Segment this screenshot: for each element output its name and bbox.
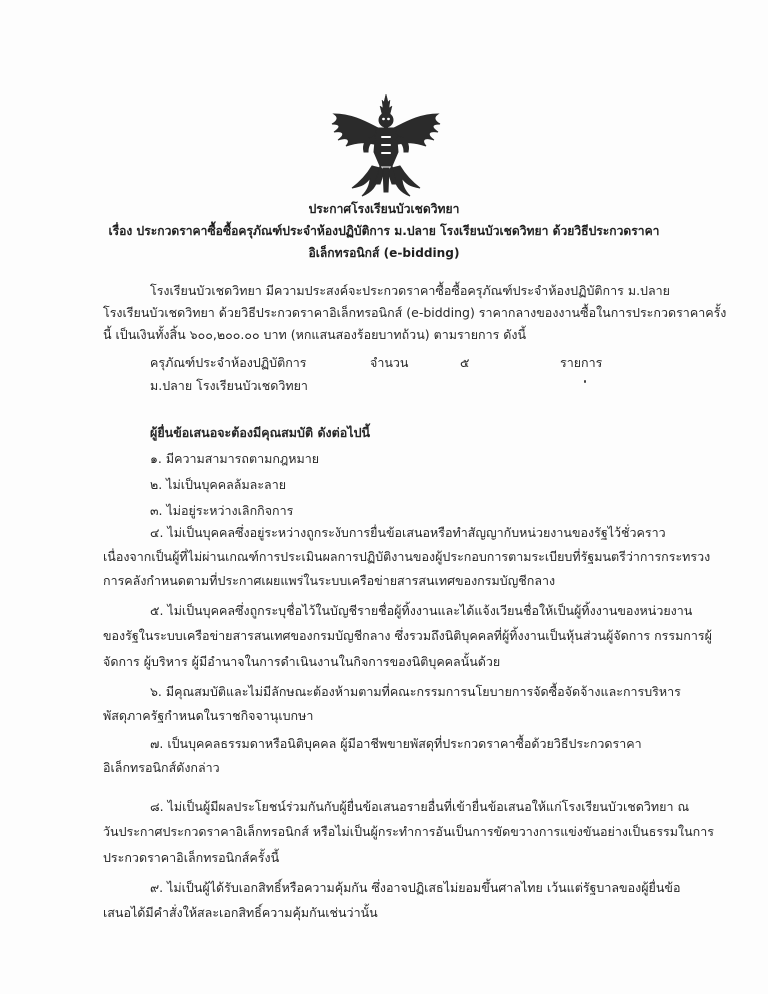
- qualification-7-line2: อิเล็กทรอนิกส์ดังกล่าว: [103, 760, 220, 775]
- qualification-7-line1: ๗. เป็นบุคคลธรรมดาหรือนิติบุคคล ผู้มีอาชีพขายพัสดุที่ประกวดราคาซื้อด้วยวิธีประกวดราคา: [150, 736, 642, 751]
- qualification-4-line1: ๔. ไม่เป็นบุคคลซึ่งอยู่ระหว่างถูกระงับการยื่นข้อเสนอหรือทำสัญญากับหน่วยงานของรัฐไว้ชั่วคราว: [150, 525, 666, 540]
- qualification-5-line1: ๕. ไม่เป็นบุคคลซึ่งถูกระบุชื่อไว้ในบัญชีรายชื่อผู้ทิ้งงานและได้แจ้งเวียนชื่อให้เป็นผู้ทิ้งงานของหน่วยงาน: [150, 603, 693, 618]
- qualification-4-line3: การคลังกำหนดตามที่ประกาศเผยแพร่ในระบบเครือข่ายสารสนเทศของกรมบัญชีกลาง: [103, 573, 556, 588]
- item-name-line2: ม.ปลาย โรงเรียนบัวเชดวิทยา: [150, 378, 308, 393]
- item-name-line1: ครุภัณฑ์ประจำห้องปฏิบัติการ: [150, 355, 307, 370]
- intro-line-1: โรงเรียนบัวเชดวิทยา มีความประสงค์จะประกวดราคาซื้อซื้อครุภัณฑ์ประจำห้องปฏิบัติการ ม.ปลาย: [150, 283, 670, 298]
- qualifications-heading: ผู้ยื่นข้อเสนอจะต้องมีคุณสมบัติ ดังต่อไปนี้: [150, 425, 371, 440]
- item-quantity-label: จำนวน: [370, 355, 409, 370]
- intro-line-3: นี้ เป็นเงินทั้งสิ้น ๖๐๐,๒๐๐.๐๐ บาท (หกแสนสองร้อยบาทถ้วน) ตามรายการ ดังนี้: [103, 327, 527, 342]
- scan-speck: [584, 380, 586, 383]
- qualification-8-line3: ประกวดราคาอิเล็กทรอนิกส์ครั้งนี้: [103, 850, 280, 865]
- issuer-heading: ประกาศโรงเรียนบัวเชดวิทยา: [308, 201, 460, 216]
- qualification-4-line2: เนื่องจากเป็นผู้ที่ไม่ผ่านเกณฑ์การประเมินผลการปฏิบัติงานของผู้ประกอบการตามระเบียบที่รัฐมนตรีว่าการกระทรวง: [103, 549, 711, 564]
- subject-heading-line2: อิเล็กทรอนิกส์ (e-bidding): [308, 245, 460, 260]
- qualification-1: ๑. มีความสามารถตามกฎหมาย: [150, 451, 320, 466]
- qualification-6-line2: พัสดุภาครัฐกำหนดในราชกิจจานุเบกษา: [103, 708, 314, 723]
- garuda-emblem-icon: [326, 92, 446, 198]
- qualification-6-line1: ๖. มีคุณสมบัติและไม่มีลักษณะต้องห้ามตามที่คณะกรรมการนโยบายการจัดซื้อจัดจ้างและการบริหาร: [150, 684, 681, 699]
- qualification-5-line2: ของรัฐในระบบเครือข่ายสารสนเทศของกรมบัญชีกลาง ซึ่งรวมถึงนิติบุคคลที่ผู้ทิ้งงานเป็นหุ้นส่วนผู้จัดการ กรรมการผู้: [103, 628, 712, 643]
- item-unit: รายการ: [560, 355, 603, 370]
- qualification-8-line1: ๘. ไม่เป็นผู้มีผลประโยชน์ร่วมกันกับผู้ยื่นข้อเสนอรายอื่นที่เข้ายื่นข้อเสนอให้แก่โรงเรียนบัวเชดวิทยา ณ: [150, 799, 690, 814]
- qualification-2: ๒. ไม่เป็นบุคคลล้มละลาย: [150, 477, 287, 492]
- item-quantity: ๕: [460, 355, 470, 370]
- qualification-8-line2: วันประกาศประกวดราคาอิเล็กทรอนิกส์ หรือไม่เป็นผู้กระทำการอันเป็นการขัดขวางการแข่งขันอย่างเป็นธรรมในการ: [103, 824, 714, 839]
- intro-line-2: โรงเรียนบัวเชดวิทยา ด้วยวิธีประกวดราคาอิเล็กทรอนิกส์ (e-bidding) ราคากลางของงานซื้อในการประกวดราคาครั้ง: [103, 305, 727, 320]
- qualification-5-line3: จัดการ ผู้บริหาร ผู้มีอำนาจในการดำเนินงานในกิจการของนิติบุคคลนั้นด้วย: [103, 654, 501, 669]
- qualification-9-line2: เสนอได้มีคำสั่งให้สละเอกสิทธิ์ความคุ้มกันเช่นว่านั้น: [103, 905, 378, 920]
- qualification-9-line1: ๙. ไม่เป็นผู้ได้รับเอกสิทธิ์หรือความคุ้มกัน ซึ่งอาจปฏิเสธไม่ยอมขึ้นศาลไทย เว้นแต่รัฐบาลของผู้ยื่นข้อ: [150, 880, 681, 895]
- qualification-3: ๓. ไม่อยู่ระหว่างเลิกกิจการ: [150, 503, 294, 518]
- subject-heading-line1: เรื่อง ประกวดราคาซื้อซื้อครุภัณฑ์ประจำห้องปฏิบัติการ ม.ปลาย โรงเรียนบัวเชดวิทยา ด้วยวิธีประกวดราคา: [108, 223, 660, 238]
